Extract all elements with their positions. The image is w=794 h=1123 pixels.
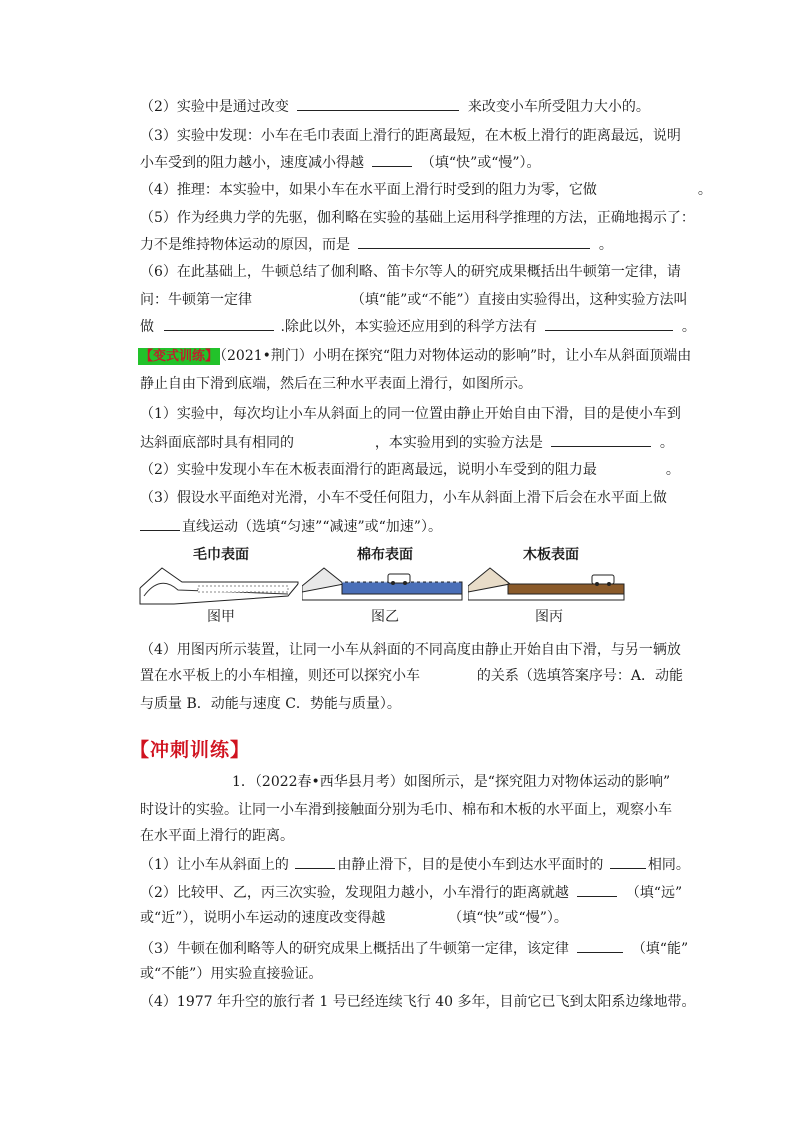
variant-p1-text-2: 达斜面底部时具有相同的 (140, 435, 294, 451)
variant-p3-blank[interactable] (140, 516, 180, 531)
variant-p1-line-1 (140, 404, 690, 424)
figure-caption-jia: 图甲 (207, 609, 235, 625)
figure-caption-bing: 图丙 (535, 609, 563, 625)
sprint-s2-line-1 (140, 882, 690, 903)
figure-cotton-label: 棉布表面 (357, 547, 413, 563)
figure-wood-label: 木板表面 (523, 547, 579, 563)
variant-p4-text-4: 与质量 B．动能与速度 C．势能与质量）。 (140, 696, 401, 712)
sprint-s1-text: （1）让小车从斜面上的 (140, 857, 289, 873)
q6-line-2 (140, 290, 690, 310)
sprint-title: 【冲刺训练】 (130, 739, 251, 761)
sprint-s3-blank[interactable] (577, 938, 623, 953)
variant-p4-text-3: 的关系（选填答案序号：A．动能 (476, 668, 684, 684)
q6-blank-3[interactable] (545, 316, 673, 331)
q3-text-2: 小车受到的阻力越小，速度减小得越 (140, 155, 364, 171)
variant-p1-blank-2[interactable] (551, 432, 651, 447)
variant-intro: （2021•荆门）小明在探究“阻力对物体运动的影响”时，让小车从斜面顶端由 (220, 348, 692, 364)
variant-tag: 【变式训练】 (140, 349, 219, 364)
q6-blank-2[interactable] (164, 316, 274, 331)
variant-p1-text: （1）实验中，每次均让小车从斜面上的同一位置由静止开始自由下滑，目的是使小车到 (140, 406, 681, 422)
q3-line-1 (140, 126, 690, 146)
figure-caption-yi: 图乙 (371, 609, 399, 625)
q3-blank[interactable] (372, 152, 412, 167)
figure-towel-label: 毛巾表面 (193, 547, 249, 563)
sprint-s1-blank-1[interactable] (295, 854, 335, 869)
sprint-s2-blank-1[interactable] (577, 882, 617, 897)
sprint-s4-line (140, 992, 696, 1012)
q6-line-1 (140, 262, 690, 282)
sprint-s2-text: （2）比较甲、乙，丙三次实验，发现阻力越小，小车滑行的距离就越 (140, 885, 569, 901)
sprint-q1-text-2: 时设计的实验。让同一小车滑到接触面分别为毛巾、棉布和木板的水平面上，观察小车 (140, 802, 672, 818)
sprint-q1-line-2 (140, 800, 690, 820)
q5-line-1 (140, 208, 695, 228)
variant-p3-line-2 (140, 516, 690, 537)
q4-end: 。 (697, 182, 712, 198)
q3-text: （3）实验中发现：小车在毛巾表面上滑行的距离最短，在木板上滑行的距离最远，说明 (140, 128, 681, 144)
q6-text-2: 问：牛顿第一定律 (140, 292, 252, 308)
variant-p4-line-2 (140, 666, 690, 686)
q6-line-3 (140, 316, 696, 337)
q2-text: （2）实验中是通过改变 (140, 99, 289, 115)
q5-blank[interactable] (358, 234, 590, 249)
q2-blank[interactable] (297, 96, 459, 111)
variant-p4-text: （4）用图丙所示装置，让同一小车从斜面的不同高度由静止开始自由下滑，与另一辆放 (140, 642, 681, 658)
variant-line-2 (140, 374, 690, 394)
variant-intro-2: 静止自由下滑到底端，然后在三种水平表面上滑行，如图所示。 (140, 376, 532, 392)
q5-text-2: 力不是维持物体运动的原因，而是 (140, 237, 350, 253)
q6-end: 。 (681, 319, 696, 335)
variant-p4-line-1 (140, 640, 690, 660)
sprint-s4-text: （4）1977 年升空的旅行者 1 号已经连续飞行 40 多年，目前它已飞到太阳系边缘地带。 (140, 994, 696, 1010)
q6-text-3: （填“能”或“不能”）直接由实验得出，这种实验方法叫 (350, 292, 688, 308)
sprint-q1-text: 1．（2022春•西华县月考）如图所示，是“探究阻力对物体运动的影响” (232, 774, 671, 790)
q6-text-4: 做 (140, 319, 154, 335)
sprint-s2-text-3: 或“近”），说明小车运动的速度改变得越 (140, 910, 386, 926)
variant-p1-end: 。 (659, 435, 674, 451)
sprint-q1-line-3 (140, 826, 690, 846)
q5-text: （5）作为经典力学的先驱，伽利略在实验的基础上运用科学推理的方法，正确地揭示了： (140, 210, 695, 226)
variant-p3-text-2: 直线运动（选填“匀速”“减速”或“加速”）。 (182, 519, 442, 535)
variant-p3-line-1 (140, 488, 690, 508)
sprint-s3-end: 或“不能”）用实验直接验证。 (140, 966, 323, 982)
q2-text-end: 来改变小车所受阻力大小的。 (467, 99, 650, 115)
sprint-s1-blank-2[interactable] (610, 854, 646, 869)
variant-p4-text-2: 置在水平板上的小车相撞，则还可以探究小车 (140, 668, 420, 684)
q6-text: （6）在此基础上，牛顿总结了伽利略、笛卡尔等人的研究成果概括出牛顿第一定律，请 (140, 264, 681, 280)
sprint-q1-line-1 (232, 772, 690, 792)
q6-text-5: .除此以外，本实验还应用到的科学方法有 (280, 319, 537, 335)
sprint-s3-text-2: （填“能” (631, 941, 689, 957)
sprint-q1-text-3: 在水平面上滑行的距离。 (140, 828, 294, 844)
sprint-s1-line (140, 854, 690, 875)
variant-p2-text: （2）实验中发现小车在木板表面滑行的距离最远，说明小车受到的阻力最 (140, 462, 597, 478)
variant-line-1 (138, 346, 690, 367)
sprint-s1-end: 相同。 (647, 857, 690, 873)
sprint-s2-line-2 (140, 908, 690, 928)
variant-p2-end: 。 (665, 462, 680, 478)
sprint-s2-text-2: （填“远” (625, 885, 683, 901)
variant-p2-line (140, 460, 690, 480)
variant-p1-text-3: ，本实验用到的实验方法是 (374, 435, 543, 451)
q3-text-3: （填“快”或“慢”）。 (420, 155, 541, 171)
sprint-s3-line-2 (140, 964, 690, 984)
sprint-s1-text-2: 由静止滑下，目的是使小车到达水平面时的 (337, 857, 604, 873)
variant-p4-line-3 (140, 694, 690, 714)
variant-p3-text: （3）假设水平面绝对光滑，小车不受任何阻力，小车从斜面上滑下后会在水平面上做 (140, 490, 667, 506)
sprint-s3-line-1 (140, 938, 690, 959)
q4-text: （4）推理：本实验中，如果小车在水平面上滑行时受到的阻力为零，它做 (140, 182, 597, 198)
q3-line-2 (140, 152, 690, 173)
q5-end: 。 (598, 237, 613, 253)
sprint-s3-text: （3）牛顿在伽利略等人的研究成果上概括出了牛顿第一定律，该定律 (140, 941, 569, 957)
q4-line (140, 180, 712, 200)
sprint-s2-end: （填“快”或“慢”）。 (448, 910, 568, 926)
variant-p1-line-2 (140, 432, 690, 453)
q5-line-2 (140, 234, 690, 255)
q2-line (140, 96, 690, 117)
